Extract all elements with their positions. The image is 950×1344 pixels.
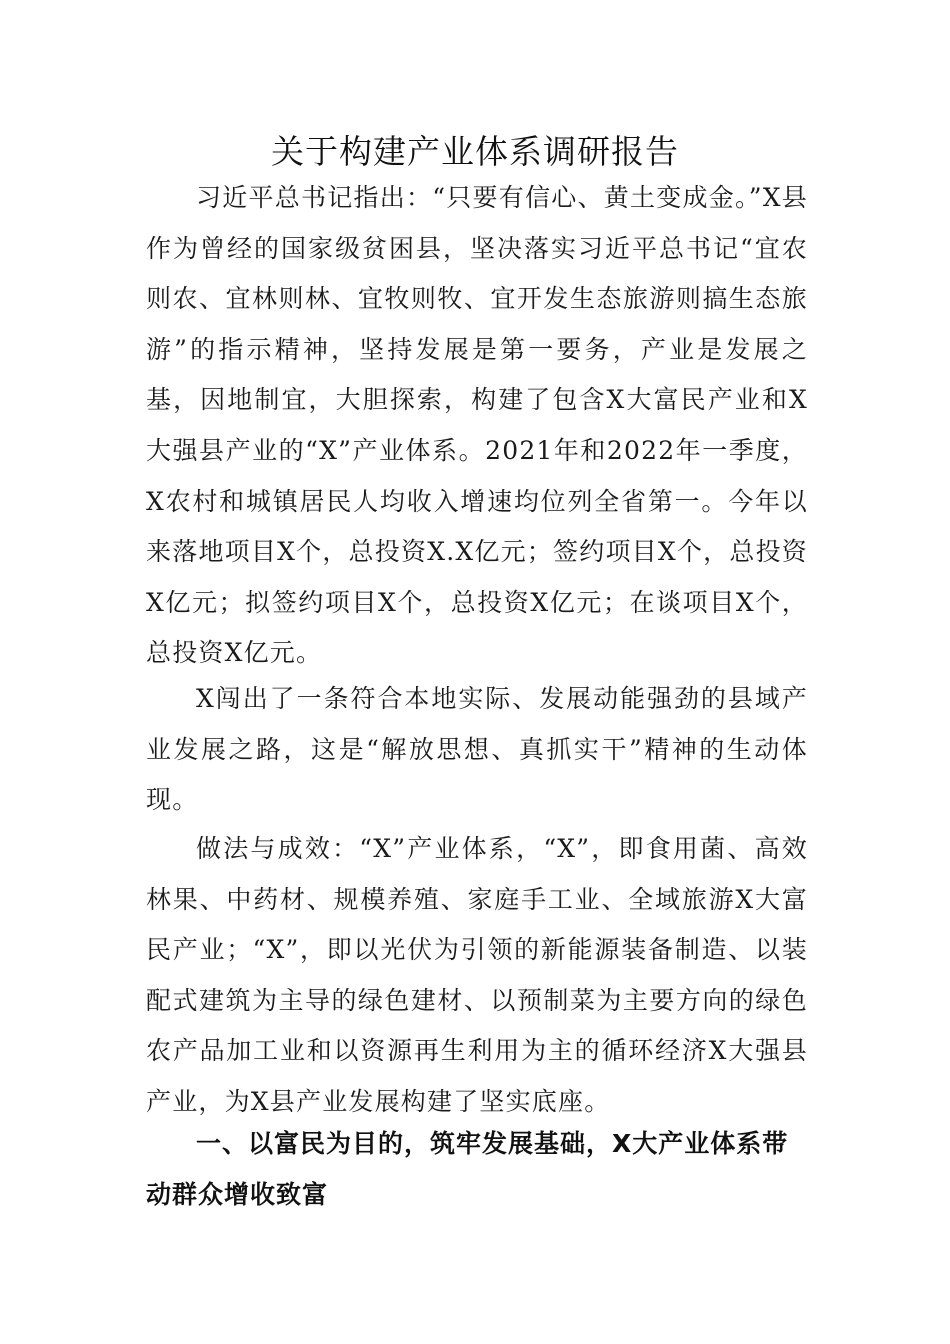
- document-title: 关于构建产业体系调研报告: [271, 132, 679, 171]
- paragraph-practices: 做法与成效：“X”产业体系，“X”，即食用菌、高效林果、中药材、规模养殖、家庭手工业、全域旅游X大富民产业；“X”，即以光伏为引领的新能源装备制造、以装配式建筑为主导的绿色建材、以预制菜为主要方向的绿色农产品加工业和以资源再生利用为主的循环经济X大强县产业，为X县产业发展构建了坚实底座。: [146, 834, 808, 1116]
- paragraph-summary: X闯出了一条符合本地实际、发展动能强劲的县域产业发展之路，这是“解放思想、真抓实干”精神的生动体现。: [146, 684, 808, 815]
- paragraph-intro: 习近平总书记指出：“只要有信心、黄土变成金。”X县作为曾经的国家级贫困县，坚决落实习近平总书记“宜农则农、宜林则林、宜牧则牧、宜开发生态旅游则搞生态旅游”的指示精神，坚持发展是第一要务，产业是发展之基，因地制宜，大胆探索，构建了包含X大富民产业和X大强县产业的“X”产业体系。2021年和2022年一季度，X农村和城镇居民人均收入增速均位列全省第一。今年以来落地项目X个，总投资X.X亿元；签约项目X个，总投资X亿元；拟签约项目X个，总投资X亿元；在谈项目X个，总投资X亿元。: [146, 183, 808, 668]
- section-heading: 一、以富民为目的，筑牢发展基础，X大产业体系带动群众增收致富: [146, 1129, 789, 1209]
